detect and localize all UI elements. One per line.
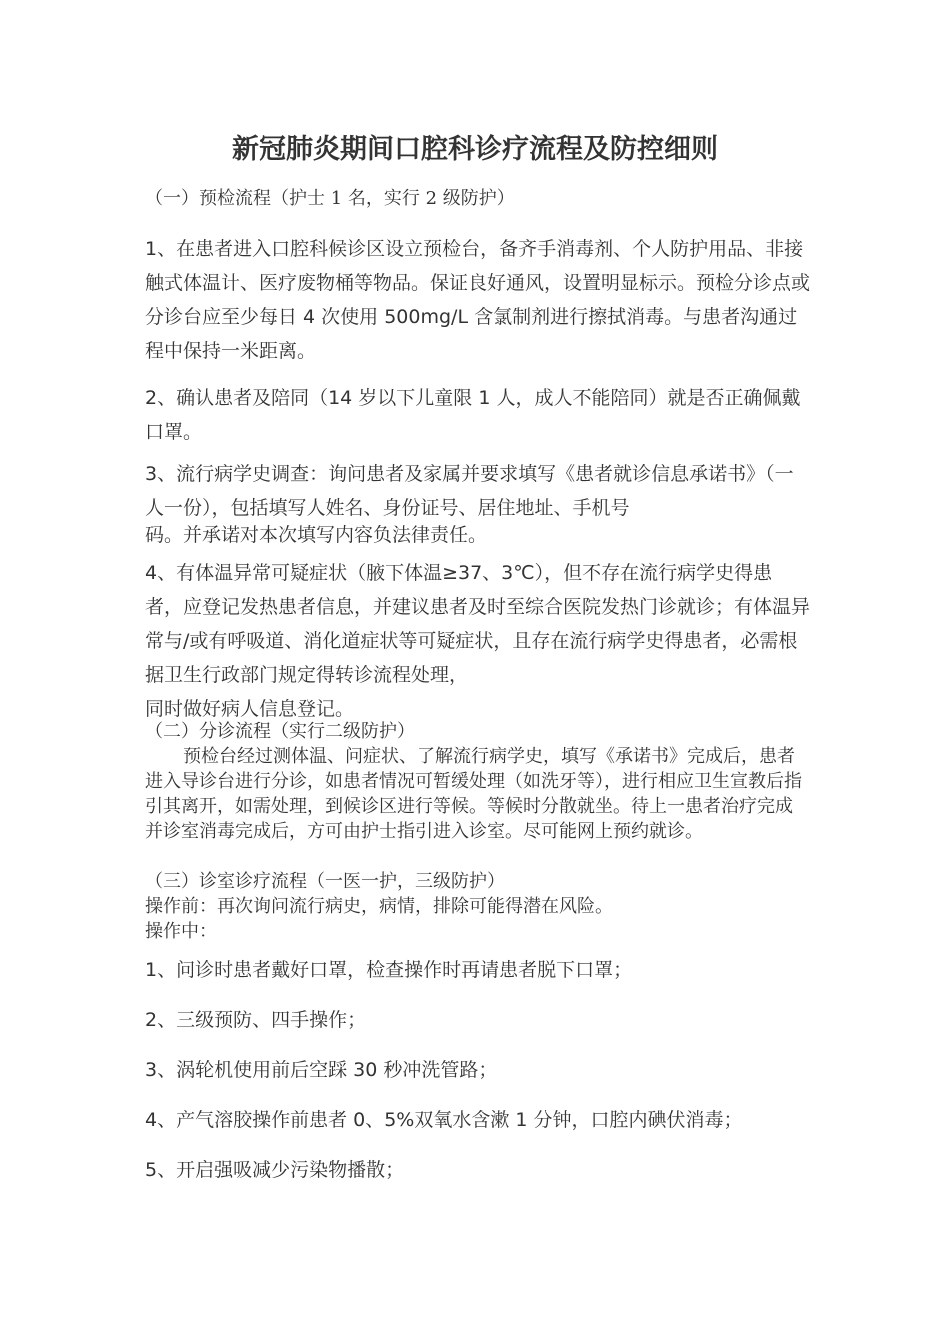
section2-body: 预检台经过测体温、问症状、了解流行病学史，填写《承诺书》完成后，患者进入导诊台进行分诊，如患者情况可暂缓处理（如洗牙等），进行相应卫生宣教后指引其离开，如需处理，到候诊区进行等候。等候时分散就坐。待上一患者治疗完成并诊室消毒完成后，方可由护士指引进入诊室。尽可能网上预约就诊。: [145, 746, 802, 842]
during-item1: 1、问诊时患者戴好口罩，检查操作时再请患者脱下口罩；: [145, 959, 633, 981]
during-item4: 4、产气溶胶操作前患者 0、5%双氧水含漱 1 分钟，口腔内碘伏消毒；: [145, 1109, 743, 1131]
section1-item2: 2、确认患者及陪同（14 岁以下儿童限 1 人，成人不能陪同）就是否正确佩戴口罩。: [145, 387, 801, 443]
section3-before: 操作前：再次询问流行病史，病情，排除可能得潜在风险。: [145, 896, 613, 917]
section2-heading: （二）分诊流程（实行二级防护）: [145, 721, 415, 742]
during-item3: 3、涡轮机使用前后空踩 30 秒冲洗管路；: [145, 1059, 498, 1081]
section1-item3-line1: 3、流行病学史调查：询问患者及家属并要求填写《患者就诊信息承诺书》（一人一份），包括填写人姓名、身份证号、居住地址、手机号: [145, 463, 794, 519]
during-item2: 2、三级预防、四手操作；: [145, 1009, 367, 1031]
section1-item1: 1、在患者进入口腔科候诊区设立预检台，备齐手消毒剂、个人防护用品、非接触式体温计、医疗废物桶等物品。保证良好通风，设置明显标示。预检分诊点或分诊台应至少每日 4 次使用 500mg/L 含氯制剂进行擦拭消毒。与患者沟通过程中保持一米距离。: [145, 238, 811, 362]
during-item5: 5、开启强吸减少污染物播散；: [145, 1159, 405, 1181]
section1-heading: （一）预检流程（护士 1 名，实行 2 级防护）: [145, 188, 515, 209]
section1-item4-end: 同时做好病人信息登记。: [145, 698, 355, 720]
section3-during: 操作中：: [145, 921, 217, 942]
section1-item3-line2: 码。并承诺对本次填写内容负法律责任。: [145, 524, 488, 546]
document-title: 新冠肺炎期间口腔科诊疗流程及防控细则: [232, 134, 718, 165]
section1-item4: 4、有体温异常可疑症状（腋下体温≥37、3℃），但不存在流行病学史得患者，应登记发热患者信息，并建议患者及时至综合医院发热门诊就诊；有体温异常与/或有呼吸道、消化道症状等可疑症状，且存在流行病学史得患者，必需根据卫生行政部门规定得转诊流程处理，: [145, 562, 811, 686]
section3-heading: （三）诊室诊疗流程（一医一护，三级防护）: [145, 871, 505, 892]
